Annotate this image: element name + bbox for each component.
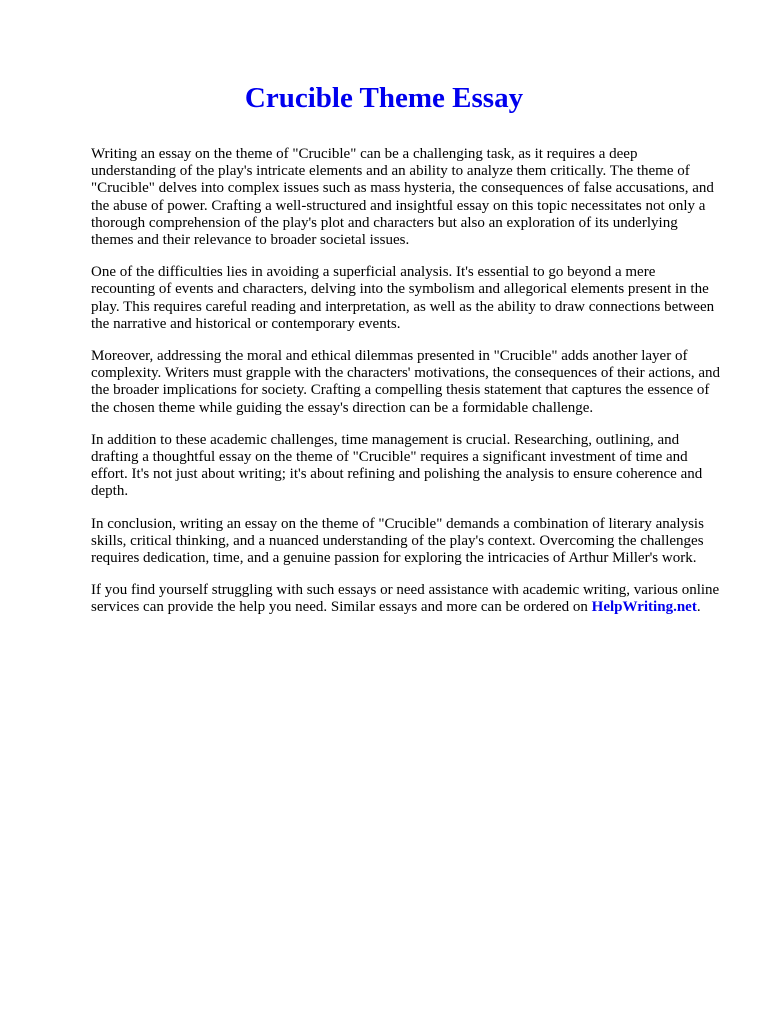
paragraph-3: Moreover, addressing the moral and ethical dilemmas presented in "Crucible" adds another layer of complexity. Writers must grapple with the characters' motivations, the consequences of their actions, and the broader implications for society. Crafting a compelling thesis statement that captures the essence of the chosen theme while guiding the essay's direction can be a formidable challenge. (91, 348, 720, 416)
closing-period: . (696, 599, 701, 616)
closing-paragraph (91, 582, 721, 616)
paragraph-2: One of the difficulties lies in avoiding a superficial analysis. It's essential to go beyond a mere recounting of events and characters, delving into the symbolism and allegorical elements present in the play. This requires careful reading and interpretation, as well as the ability to draw connections between the narrative and historical or contemporary events. (91, 264, 715, 332)
closing-text: If you find yourself struggling with such essays or need assistance with academic writing, various online services can provide the help you need. Similar essays and more can be ordered on (91, 582, 720, 616)
document-title: Crucible Theme Essay (244, 82, 524, 114)
paragraph-1: Writing an essay on the theme of "Crucible" can be a challenging task, as it requires a deep understanding of the play's intricate elements and an ability to analyze them critically. The theme of "Crucible" delves into complex issues such as mass hysteria, the consequences of false accusations, and the abuse of power. Crafting a well-structured and insightful essay on this topic necessitates not only a thorough comprehension of the play's plot and characters but also an exploration of its underlying themes and their relevance to broader societal issues. (91, 146, 714, 249)
paragraph-5: In conclusion, writing an essay on the theme of "Crucible" demands a combination of literary analysis skills, critical thinking, and a nuanced understanding of the play's context. Overcoming the challenges requires dedication, time, and a genuine passion for exploring the intricacies of Arthur Miller's work. (91, 515, 704, 567)
helpwriting-link[interactable]: HelpWriting.net (591, 599, 697, 616)
paragraph-4: In addition to these academic challenges, time management is crucial. Researching, outlining, and drafting a thoughtful essay on the theme of "Crucible" requires a significant investment of time and effort. It's not just about writing; it's about refining and polishing the analysis to ensure coherence and depth. (91, 431, 703, 500)
document-body (91, 146, 721, 632)
